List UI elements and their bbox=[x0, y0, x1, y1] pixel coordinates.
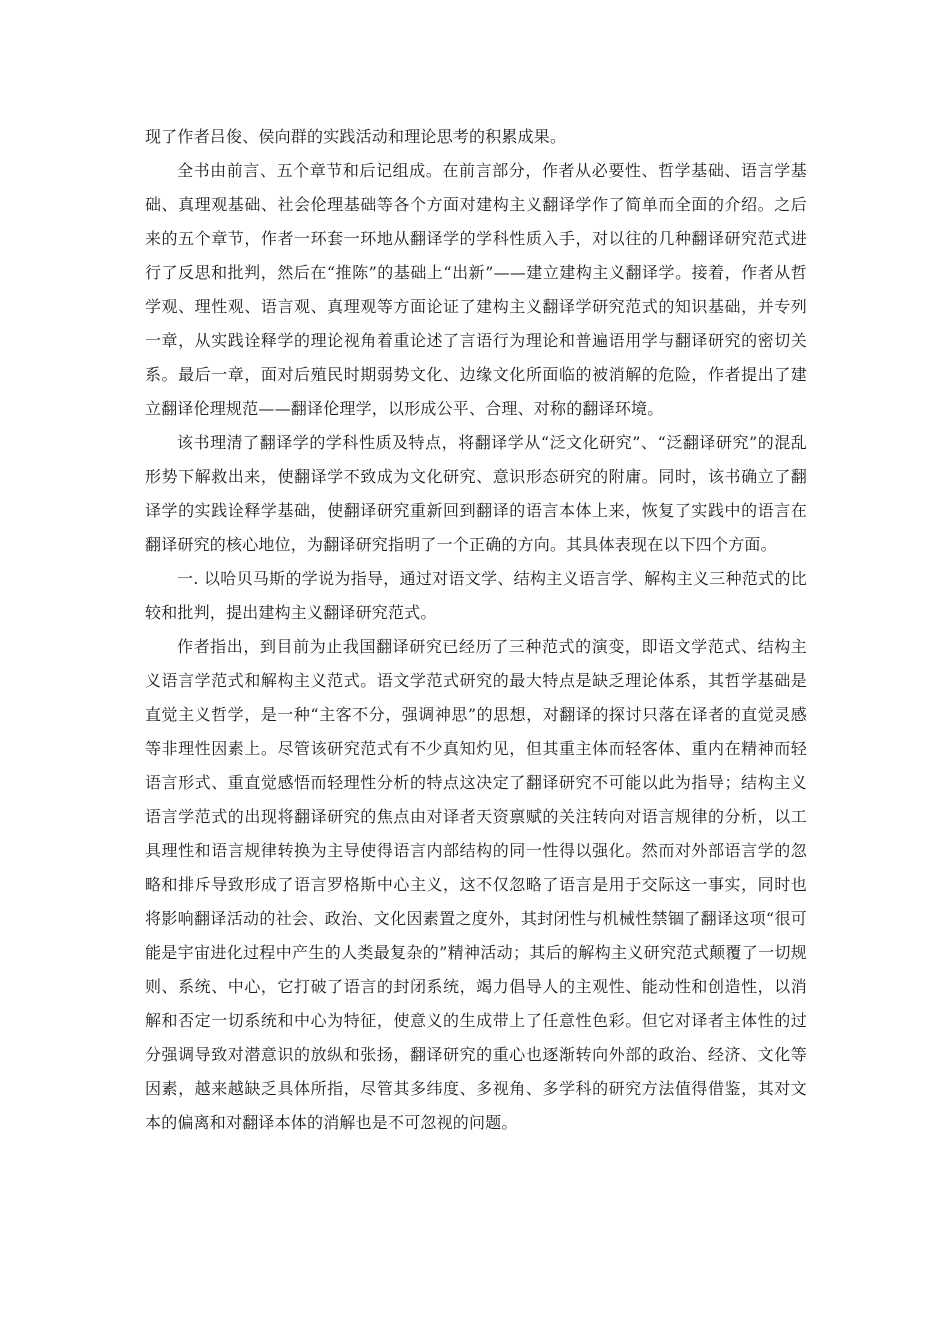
paragraph-paradigm-analysis: 作者指出，到目前为止我国翻译研究已经历了三种范式的演变，即语文学范式、结构主义语言学范式和解构主义范式。语文学范式研究的最大特点是缺乏理论体系，其哲学基础是直觉主义哲学，是一种“主客不分，强调神思”的思想，对翻译的探讨只落在译者的直觉灵感等非理性因素上。尽管该研究范式有不少真知灼见，但其重主体而轻客体、重内在精神而轻语言形式、重直觉感悟而轻理性分析的特点这决定了翻译研究不可能以此为指导；结构主义语言学范式的出现将翻译研究的焦点由对译者天资禀赋的关注转向对语言规律的分析，以工具理性和语言规律转换为主导使得语言内部结构的同一性得以强化。然而对外部语言学的忽略和排斥导致形成了语言罗格斯中心主义，这不仅忽略了语言是用于交际这一事实，同时也将影响翻译活动的社会、政治、文化因素置之度外，其封闭性与机械性禁锢了翻译这项“很可能是宇宙进化过程中产生的人类最复杂的”精神活动；其后的解构主义研究范式颠覆了一切规则、系统、中心，它打破了语言的封闭系统，竭力倡导人的主观性、能动性和创造性，以消解和否定一切系统和中心为特征，使意义的生成带上了任意性色彩。但它对译者主体性的过分强调导致对潜意识的放纵和张扬，翻译研究的重心也逐渐转向外部的政治、经济、文化等因素，越来越缺乏具体所指，尽管其多纬度、多视角、多学科的研究方法值得借鉴，其对文本的偏离和对翻译本体的消解也是不可忽视的问题。 bbox=[145, 637, 807, 1132]
paragraph-book-significance: 该书理清了翻译学的学科性质及特点，将翻译学从“泛文化研究”、“泛翻译研究”的混乱形势下解救出来，使翻译学不致成为文化研究、意识形态研究的附庸。同时，该书确立了翻译学的实践诠释学基础，使翻译研究重新回到翻译的语言本体上来，恢复了实践中的语言在翻译研究的核心地位，为翻译研究指明了一个正确的方向。其具体表现在以下四个方面。 bbox=[145, 433, 807, 554]
paragraph-continuation: 现了作者吕俊、侯向群的实践活动和理论思考的积累成果。 bbox=[145, 127, 567, 146]
paragraph-point-one-heading: 一. 以哈贝马斯的学说为指导，通过对语文学、结构主义语言学、解构主义三种范式的比较和批判，提出建构主义翻译研究范式。 bbox=[145, 569, 807, 622]
paragraph-book-structure: 全书由前言、五个章节和后记组成。在前言部分，作者从必要性、哲学基础、语言学基础、真理观基础、社会伦理基础等各个方面对建构主义翻译学作了简单而全面的介绍。之后来的五个章节，作者一环套一环地从翻译学的学科性质入手，对以往的几种翻译研究范式进行了反思和批判，然后在“推陈”的基础上“出新”——建立建构主义翻译学。接着，作者从哲学观、理性观、语言观、真理观等方面论证了建构主义翻译学研究范式的知识基础，并专列一章，从实践诠释学的理论视角着重论述了言语行为理论和普遍语用学与翻译研究的密切关系。最后一章，面对后殖民时期弱势文化、边缘文化所面临的被消解的危险，作者提出了建立翻译伦理规范——翻译伦理学，以形成公平、合理、对称的翻译环境。 bbox=[145, 161, 807, 418]
document-page bbox=[145, 120, 807, 1140]
